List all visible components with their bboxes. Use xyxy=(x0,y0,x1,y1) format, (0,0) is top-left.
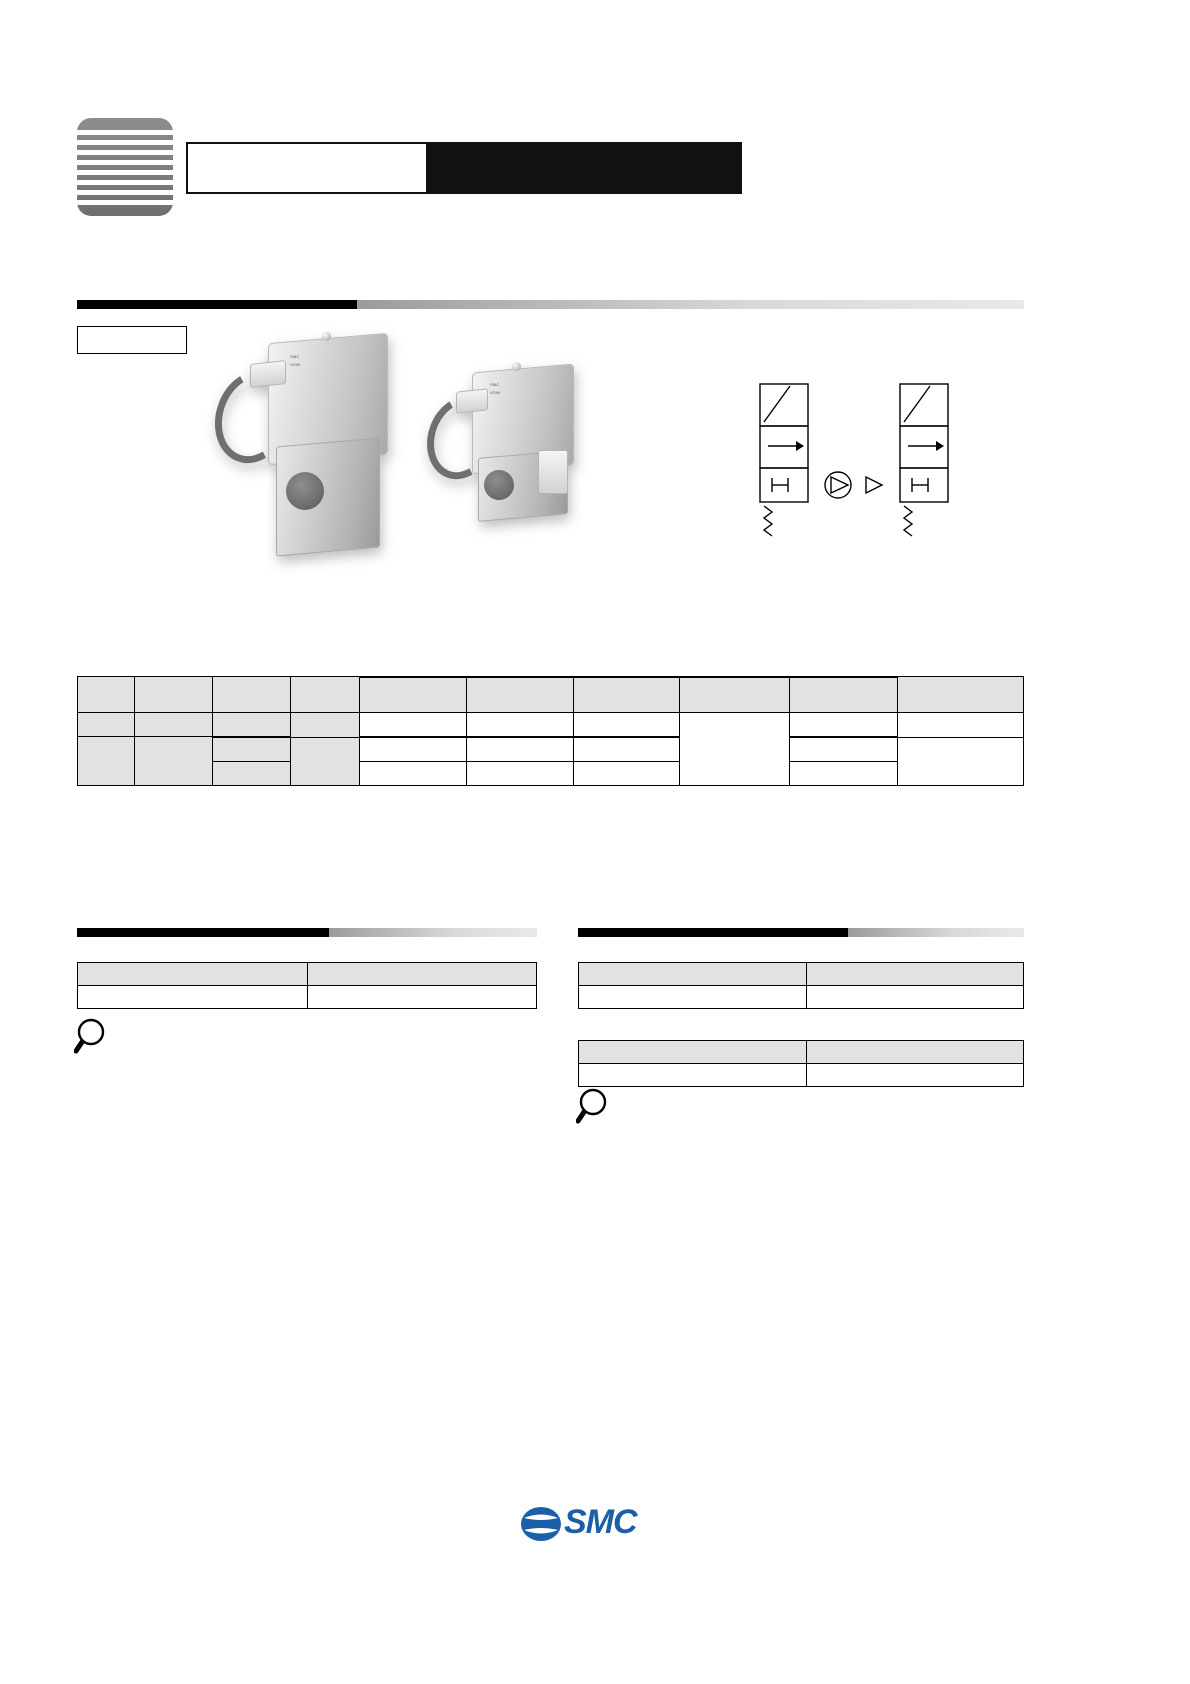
specification-table xyxy=(77,676,1024,786)
valve-photo-left: SMC VDW xyxy=(206,326,426,566)
valve-right-label: SMC xyxy=(490,382,500,387)
left-panel-table xyxy=(77,962,537,1009)
series-icon xyxy=(77,118,173,216)
section-rule-right xyxy=(578,928,1024,937)
table-header-row xyxy=(579,963,1024,986)
table-row xyxy=(579,1064,1024,1087)
valve-left-label: SMC xyxy=(290,354,300,359)
section-rule-left xyxy=(77,928,537,937)
table-row xyxy=(78,713,1024,737)
table-header-row xyxy=(78,963,537,986)
table-row xyxy=(579,986,1024,1009)
table-row xyxy=(78,762,1024,786)
smc-logo-text: SMC xyxy=(564,1503,637,1541)
smc-logo xyxy=(520,1505,670,1545)
product-photo-group xyxy=(196,326,616,588)
section-label-box xyxy=(77,326,187,354)
magnifier-icon xyxy=(74,1018,114,1059)
magnifier-icon xyxy=(576,1088,616,1129)
table-row xyxy=(78,738,1024,762)
table-row xyxy=(78,986,537,1009)
valve-photo-right: SMC VDW xyxy=(426,350,616,565)
section-rule-top xyxy=(77,300,1024,309)
right-panel-table-bottom xyxy=(578,1040,1024,1087)
table-header-row xyxy=(579,1041,1024,1064)
header-series-box xyxy=(188,144,426,192)
valve-symbol-diagram xyxy=(742,370,992,550)
right-panel-table-top xyxy=(578,962,1024,1009)
